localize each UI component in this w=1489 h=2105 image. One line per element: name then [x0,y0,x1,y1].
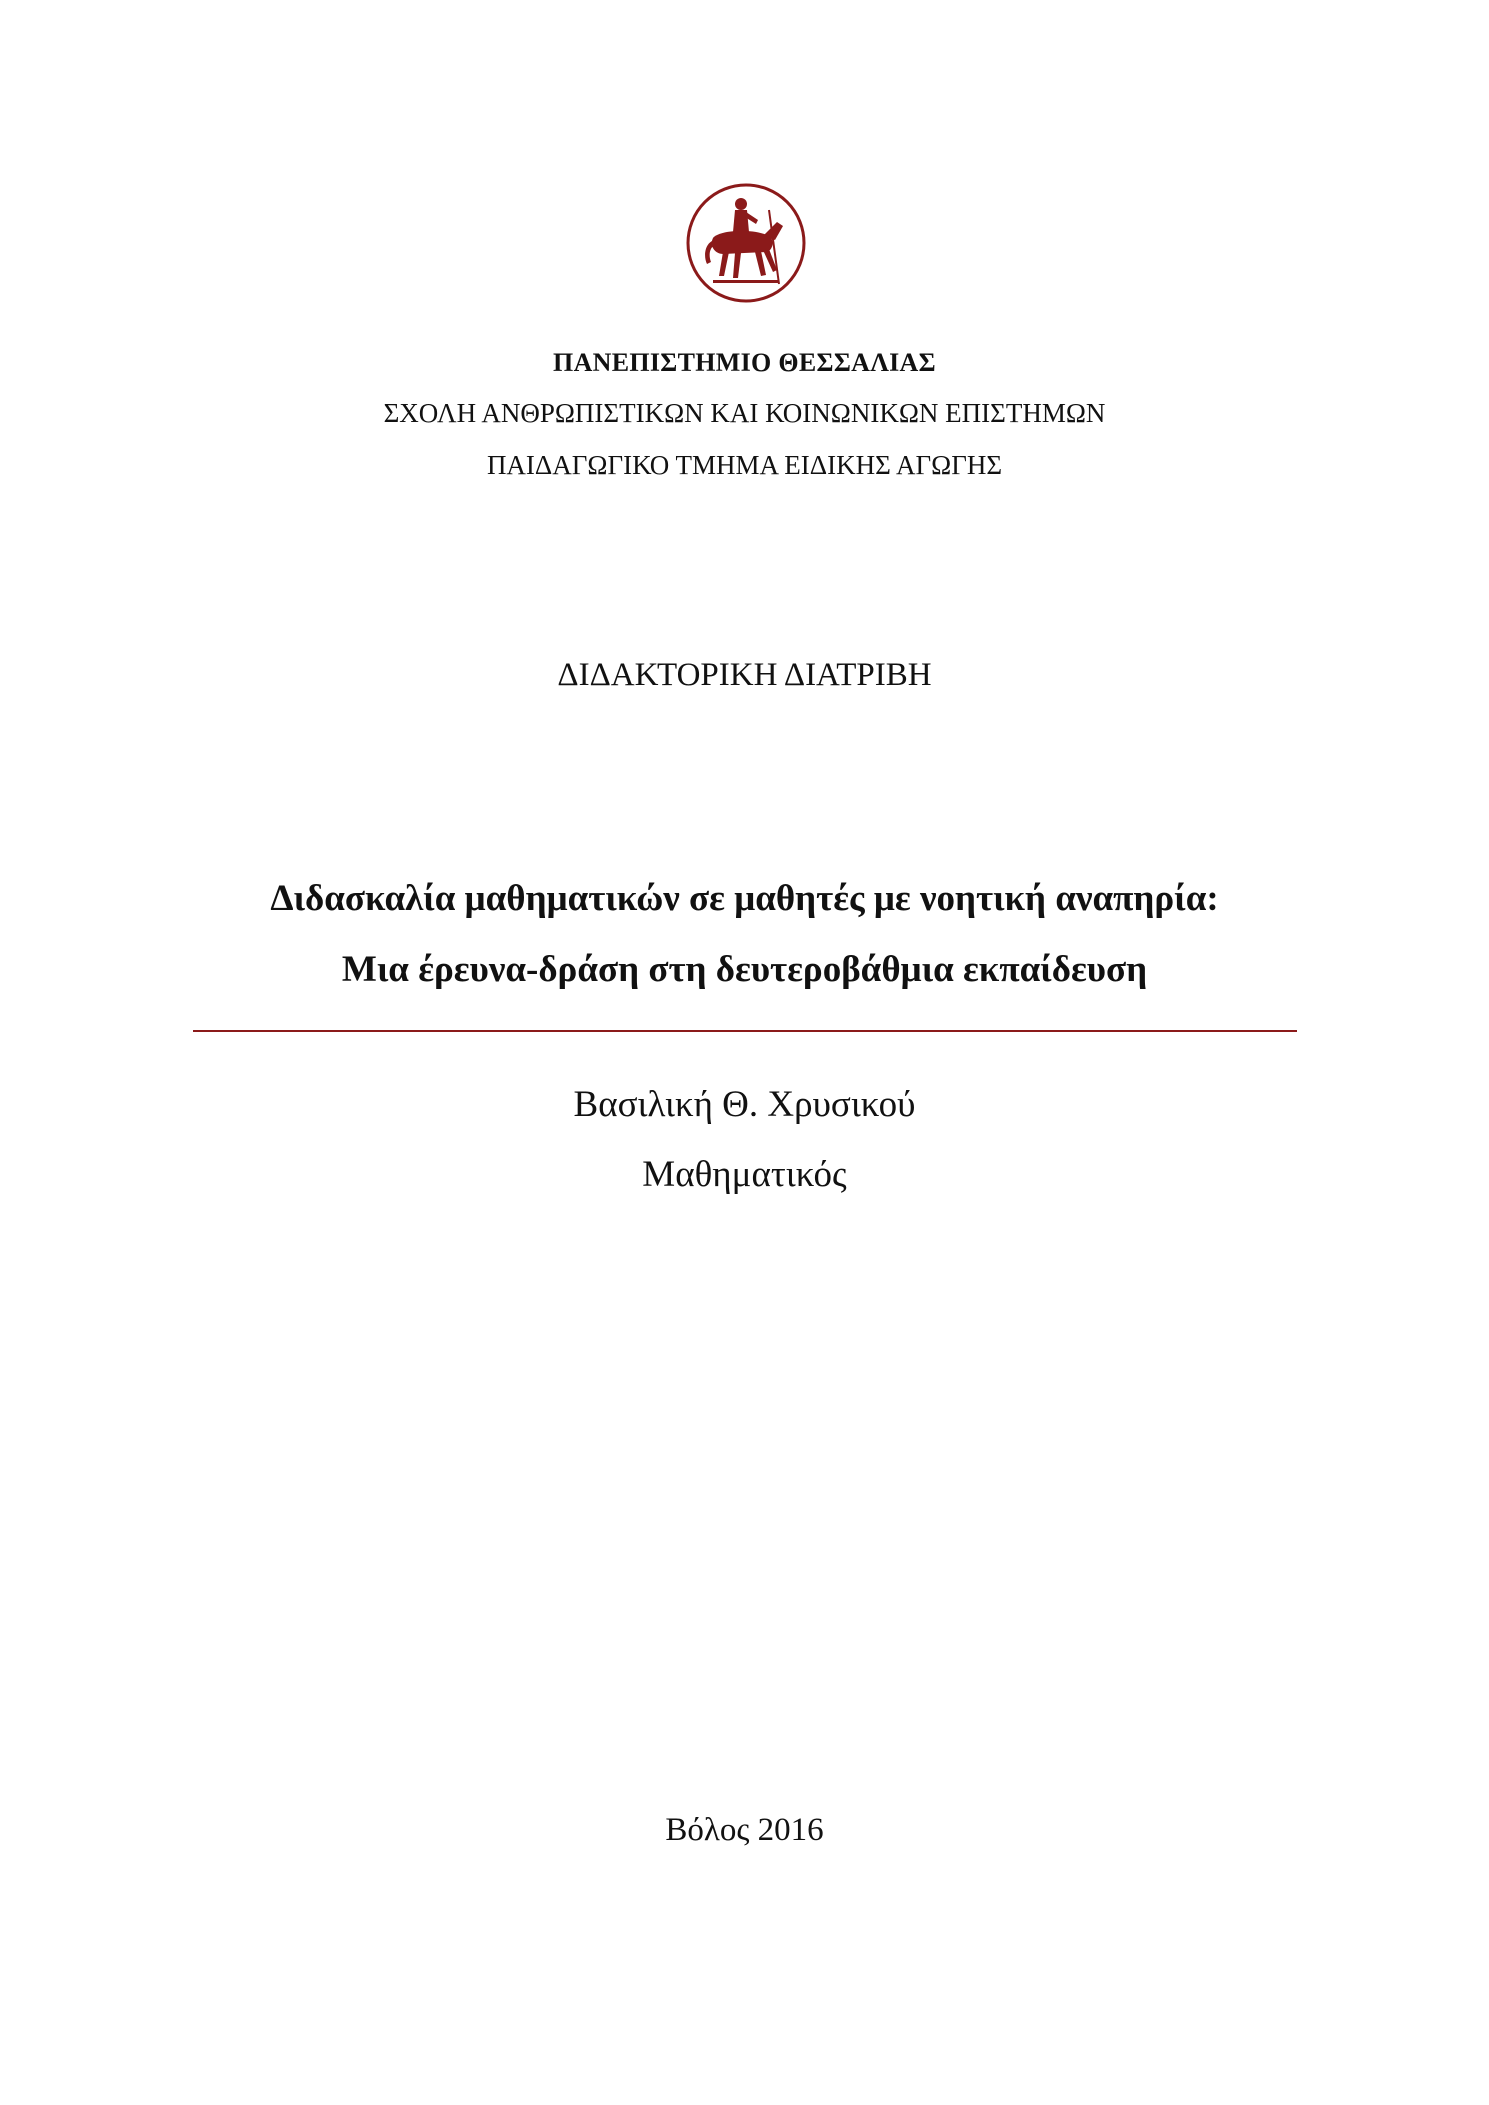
thesis-title-line-2: Μια έρευνα-δράση στη δευτεροβάθμια εκπαίδευση [341,949,1148,990]
school-name: ΣΧΟΛΗ ΑΝΘΡΩΠΙΣΤΙΚΩΝ ΚΑΙ ΚΟΙΝΩΝΙΚΩΝ ΕΠΙΣΤΗΜΩΝ [383,398,1106,428]
thesis-title-line-1: Διδασκαλία μαθηματικών σε μαθητές με νοητική αναπηρία: [270,878,1219,919]
university-name: ΠΑΝΕΠΙΣΤΗΜΙΟ ΘΕΣΣΑΛΙΑΣ [553,348,936,377]
place-and-year: Βόλος 2016 [665,1812,824,1848]
author-name: Βασιλική Θ. Χρυσικού [573,1084,916,1125]
author-profession: Μαθηματικός [642,1154,847,1195]
thesis-type: ΔΙΔΑΚΤΟΡΙΚΗ ΔΙΑΤΡΙΒΗ [557,657,932,693]
university-seal-icon [683,180,809,306]
department-name: ΠΑΙΔΑΓΩΓΙΚΟ ΤΜΗΜΑ ΕΙΔΙΚΗΣ ΑΓΩΓΗΣ [486,450,1003,480]
title-divider [193,1030,1297,1032]
